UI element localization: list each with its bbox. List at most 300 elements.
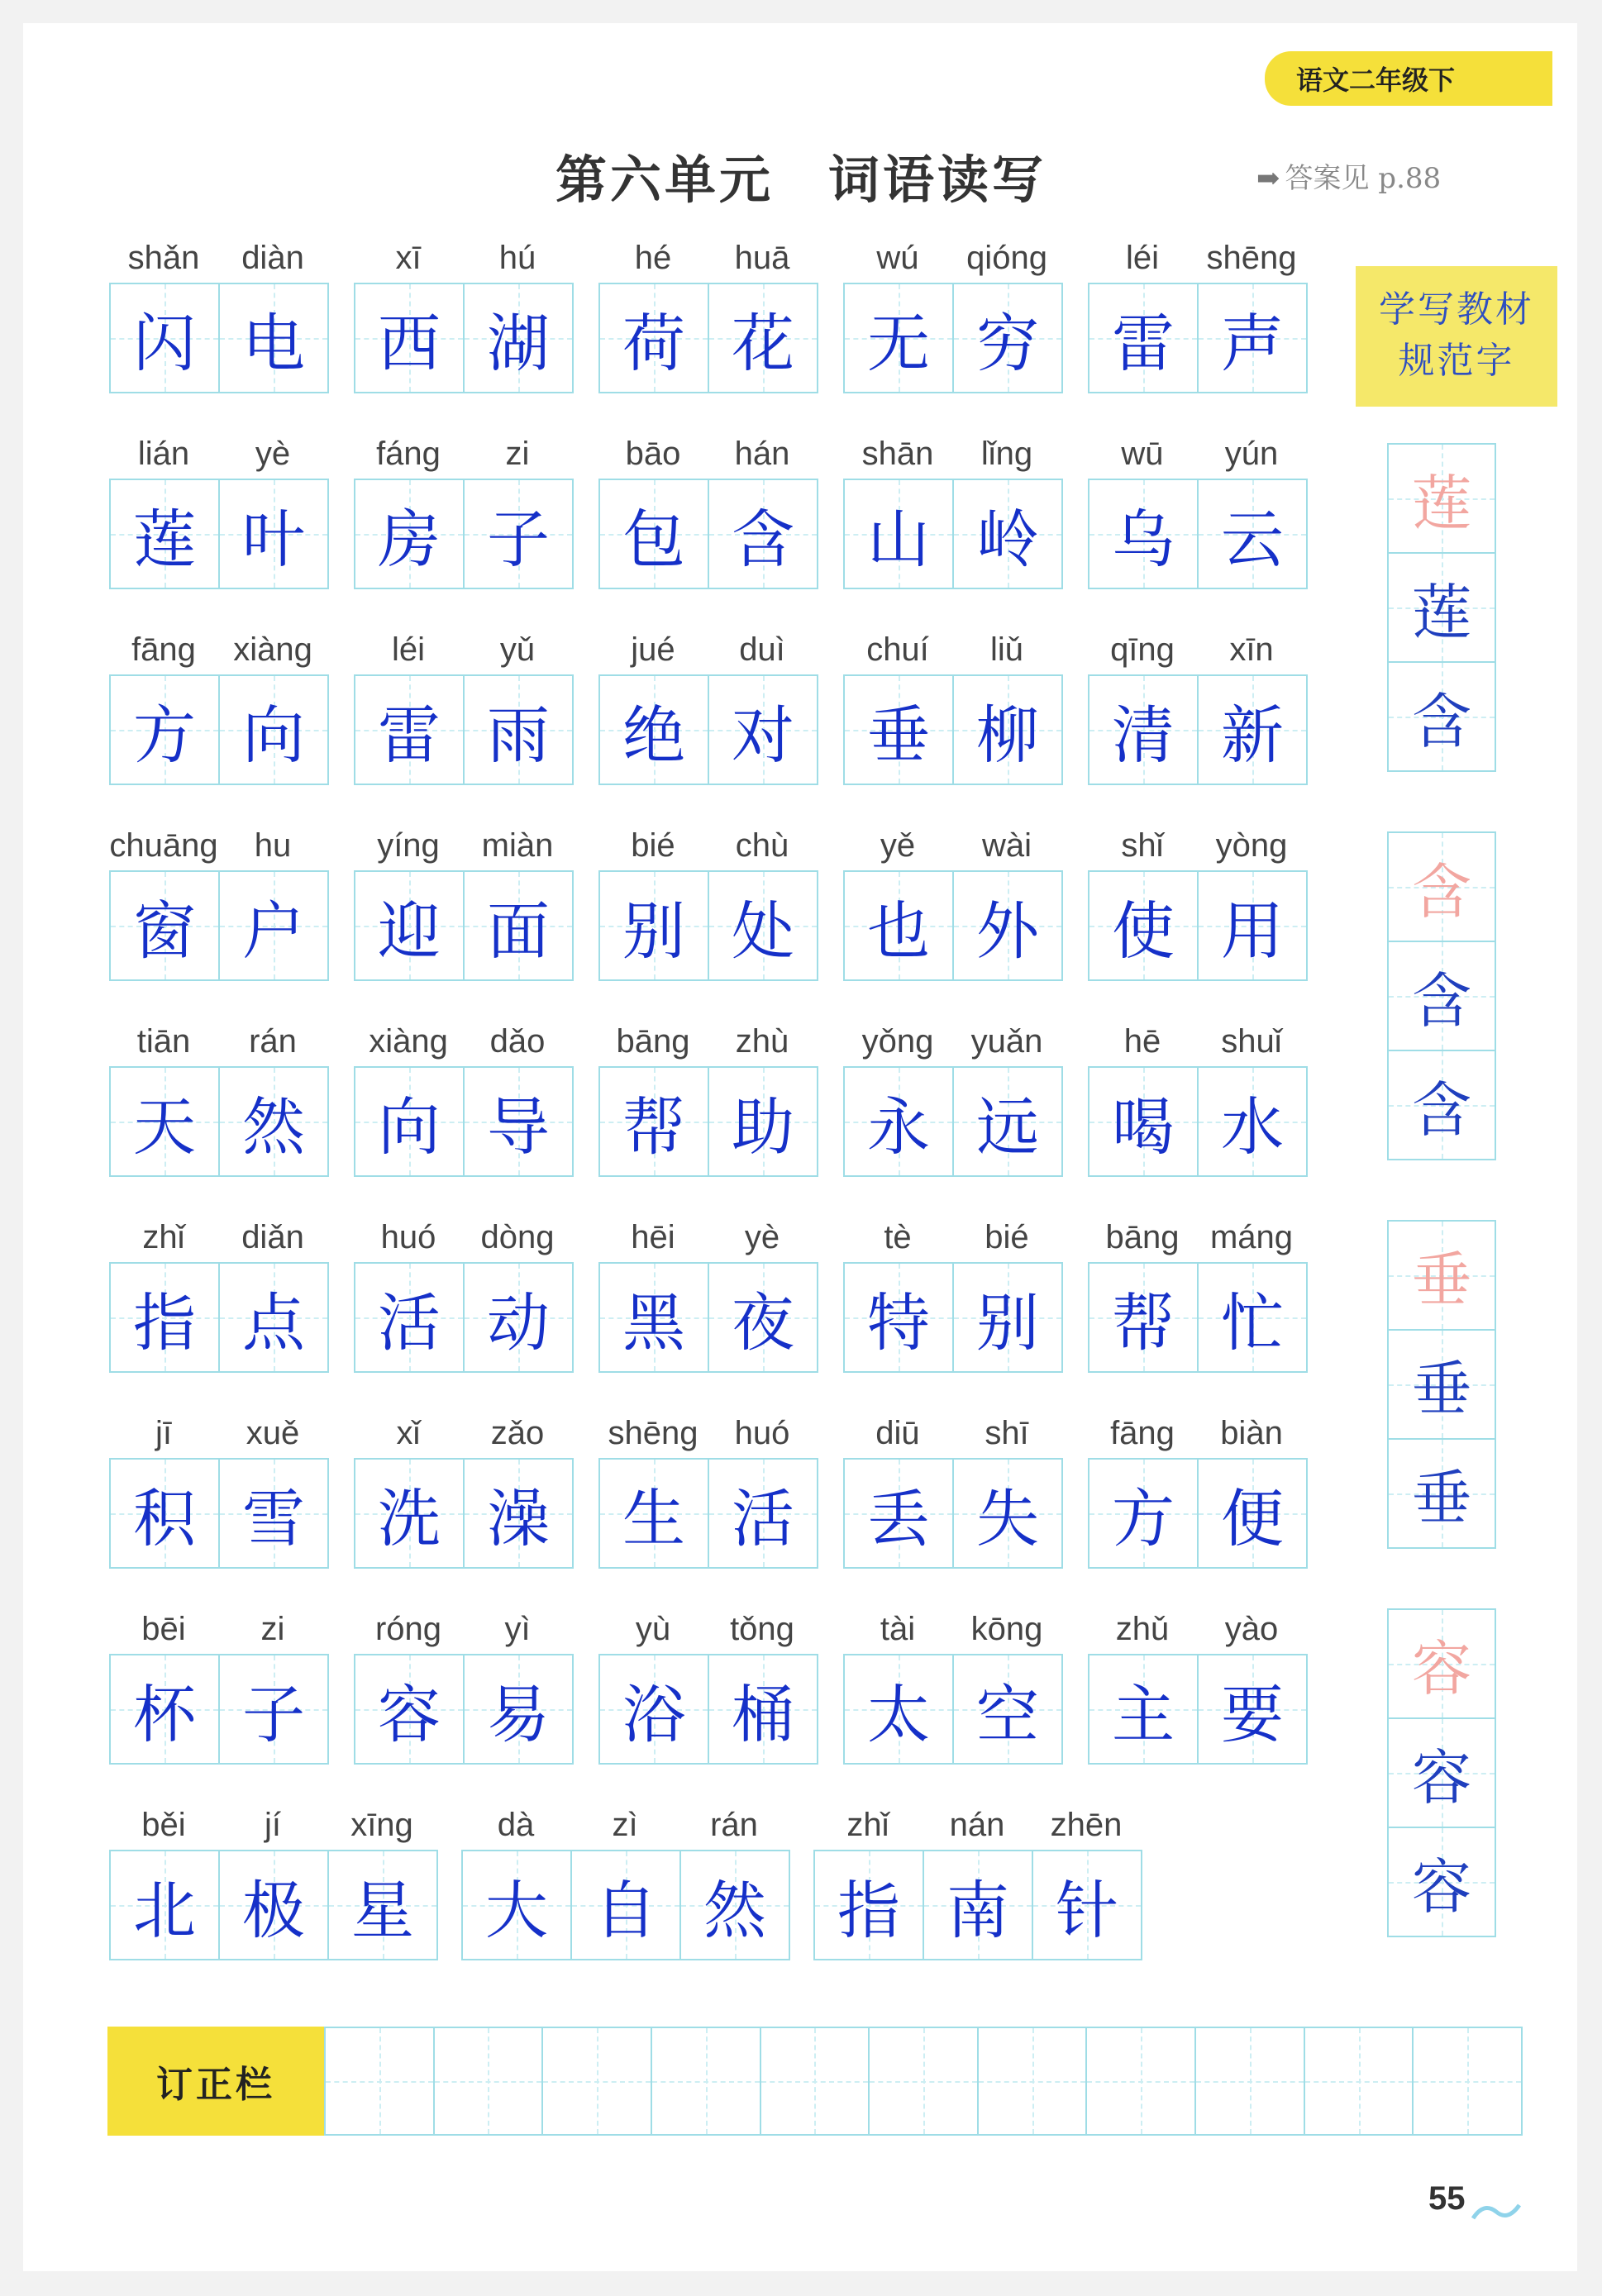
character-cell <box>708 1655 817 1763</box>
pinyin: xuě <box>246 1415 300 1451</box>
character-cell <box>463 1068 572 1175</box>
character-cell <box>355 1460 463 1567</box>
word-entry <box>354 429 574 589</box>
character: 荷 <box>622 306 685 380</box>
pinyin-row <box>843 821 1063 870</box>
pinyin-row <box>109 1408 329 1458</box>
pinyin: xiàng <box>233 631 312 668</box>
character-boxes <box>354 283 574 393</box>
wave-icon <box>1471 2198 1521 2223</box>
character-cell <box>708 480 817 588</box>
pinyin: tǒng <box>730 1611 794 1647</box>
sample-column <box>1387 831 1496 1160</box>
character: 喝 <box>1112 1089 1175 1164</box>
pinyin: zhēn <box>1050 1807 1123 1843</box>
standard-label-line-1: 学写教材 <box>1379 288 1534 331</box>
character-cell <box>708 1068 817 1175</box>
character-boxes <box>1088 1066 1308 1177</box>
practice-character: 含 <box>1411 687 1471 756</box>
practice-character-cell <box>1389 941 1495 1050</box>
character: 包 <box>622 502 685 576</box>
word-entry <box>1088 429 1308 589</box>
word-entry <box>109 233 329 393</box>
pinyin-row <box>354 821 574 870</box>
character: 子 <box>487 502 550 576</box>
model-character-cell <box>1389 833 1495 941</box>
pinyin: diǎn <box>241 1219 304 1255</box>
pinyin: yè <box>255 436 291 472</box>
pinyin-row <box>354 1408 574 1458</box>
correction-cell[interactable] <box>760 2028 869 2134</box>
pinyin: duì <box>739 631 785 668</box>
character: 澡 <box>487 1481 550 1555</box>
character-boxes <box>598 1458 818 1569</box>
pinyin: róng <box>374 1611 442 1647</box>
model-character: 含 <box>1411 857 1471 926</box>
character-boxes <box>461 1850 790 1960</box>
pinyin-row <box>354 1212 574 1262</box>
character-boxes <box>598 479 818 589</box>
pinyin-row <box>1088 625 1308 674</box>
practice-character-cell <box>1389 1717 1495 1827</box>
character: 浴 <box>622 1677 685 1751</box>
pinyin: yuǎn <box>970 1023 1043 1060</box>
character-cell <box>218 676 327 784</box>
correction-cell[interactable] <box>977 2028 1086 2134</box>
character-cell <box>600 1068 708 1175</box>
character-cell <box>218 1068 327 1175</box>
pinyin: qióng <box>966 240 1047 276</box>
correction-grid[interactable] <box>324 2027 1523 2136</box>
character-cell <box>463 872 572 979</box>
pinyin-row <box>843 429 1063 479</box>
character: 黑 <box>622 1285 685 1360</box>
pinyin: zi <box>260 1611 285 1647</box>
pinyin-row <box>109 1212 329 1262</box>
character-cell <box>1197 1264 1306 1371</box>
pinyin-row <box>843 1604 1063 1654</box>
word-entry <box>843 233 1063 393</box>
character: 西 <box>378 306 441 380</box>
pinyin-row <box>109 1604 329 1654</box>
character-cell <box>355 284 463 392</box>
character: 南 <box>946 1873 1009 1947</box>
character-cell <box>1089 872 1197 979</box>
pinyin: zi <box>505 436 530 472</box>
character-boxes <box>354 870 574 981</box>
pinyin: shī <box>985 1415 1029 1451</box>
pinyin: shǐ <box>1121 827 1164 864</box>
character-boxes <box>843 1262 1063 1373</box>
character-cell <box>1032 1851 1141 1959</box>
character-cell <box>845 480 952 588</box>
correction-cell[interactable] <box>1194 2028 1304 2134</box>
standard-characters-label <box>1356 266 1557 407</box>
character: 活 <box>732 1481 794 1555</box>
character: 帮 <box>1112 1285 1175 1360</box>
pinyin: jī <box>155 1415 172 1451</box>
correction-cell[interactable] <box>868 2028 977 2134</box>
character: 杯 <box>133 1677 196 1751</box>
correction-cell[interactable] <box>1085 2028 1194 2134</box>
character-boxes <box>843 674 1063 785</box>
word-entry <box>1088 821 1308 981</box>
pinyin: zhǐ <box>846 1807 889 1843</box>
correction-cell[interactable] <box>324 2028 433 2134</box>
character: 要 <box>1221 1677 1284 1751</box>
character: 别 <box>976 1285 1039 1360</box>
pinyin: xīn <box>1229 631 1274 668</box>
pinyin-row <box>109 1017 329 1066</box>
standard-label-line-2: 规范字 <box>1398 340 1515 382</box>
character: 向 <box>378 1089 441 1164</box>
character: 水 <box>1221 1089 1284 1164</box>
character-cell <box>1089 676 1197 784</box>
correction-cell[interactable] <box>1304 2028 1413 2134</box>
word-entry <box>843 1212 1063 1373</box>
character-cell <box>815 1851 923 1959</box>
character-cell <box>708 284 817 392</box>
character-cell <box>570 1851 679 1959</box>
character: 助 <box>732 1089 794 1164</box>
character-cell <box>600 1655 708 1763</box>
character-cell <box>355 676 463 784</box>
character-cell <box>600 284 708 392</box>
character-cell <box>463 1655 572 1763</box>
model-character: 莲 <box>1411 469 1471 538</box>
character: 对 <box>732 698 794 772</box>
word-entry <box>1088 1212 1308 1373</box>
character: 山 <box>867 502 930 576</box>
character: 积 <box>133 1481 196 1555</box>
character: 星 <box>351 1873 414 1947</box>
character-cell <box>952 1655 1061 1763</box>
pinyin: huā <box>734 240 790 276</box>
pinyin-row <box>598 625 818 674</box>
character-cell <box>708 1264 817 1371</box>
character: 向 <box>242 698 305 772</box>
pinyin: huó <box>380 1219 436 1255</box>
pinyin: fáng <box>376 436 441 472</box>
character: 花 <box>732 306 794 380</box>
character: 点 <box>242 1285 305 1360</box>
character: 永 <box>867 1089 930 1164</box>
word-entry <box>598 1408 818 1569</box>
character-boxes <box>843 1654 1063 1765</box>
sample-column <box>1387 443 1496 772</box>
character-boxes <box>843 1458 1063 1569</box>
pinyin: xīng <box>350 1807 413 1843</box>
word-entry <box>843 429 1063 589</box>
correction-cell[interactable] <box>651 2028 760 2134</box>
word-entry <box>109 1212 329 1373</box>
character-boxes <box>1088 674 1308 785</box>
pinyin: bāng <box>1105 1219 1180 1255</box>
character: 忙 <box>1221 1285 1284 1360</box>
character-boxes <box>354 1262 574 1373</box>
pinyin: bēi <box>141 1611 186 1647</box>
character-cell <box>1197 284 1306 392</box>
character: 户 <box>242 893 305 968</box>
word-entry <box>109 429 329 589</box>
word-entry <box>109 1604 329 1765</box>
pinyin-row <box>598 821 818 870</box>
correction-cell[interactable] <box>1412 2028 1521 2134</box>
pinyin: xiàng <box>369 1023 448 1060</box>
character: 丢 <box>867 1481 930 1555</box>
pinyin: hé <box>634 240 672 276</box>
pinyin: yǒng <box>861 1023 934 1060</box>
character-cell <box>845 284 952 392</box>
pinyin: zhǐ <box>142 1219 185 1255</box>
character-cell <box>952 1068 1061 1175</box>
character-cell <box>463 676 572 784</box>
character-cell <box>845 1460 952 1567</box>
character-cell <box>600 1264 708 1371</box>
pinyin: yíng <box>377 827 440 864</box>
character-boxes <box>109 1262 329 1373</box>
model-character: 容 <box>1411 1634 1471 1703</box>
character-boxes <box>109 1850 438 1960</box>
pinyin-row <box>598 1017 818 1066</box>
pinyin-row <box>109 821 329 870</box>
character-boxes <box>1088 1262 1308 1373</box>
word-entry <box>109 1017 329 1177</box>
character-boxes <box>109 479 329 589</box>
character: 便 <box>1221 1481 1284 1555</box>
character-cell <box>845 872 952 979</box>
word-entry <box>354 1017 574 1177</box>
character-boxes <box>1088 870 1308 981</box>
character-cell <box>952 284 1061 392</box>
page-title: 第六单元 词语读写 <box>555 150 1047 210</box>
character-cell <box>708 1460 817 1567</box>
pinyin-row <box>598 1408 818 1458</box>
character: 天 <box>133 1089 196 1164</box>
character: 方 <box>1112 1481 1175 1555</box>
pinyin: fāng <box>1110 1415 1175 1451</box>
word-entry <box>598 1212 818 1373</box>
character-cell <box>218 872 327 979</box>
character-cell <box>600 480 708 588</box>
character-cell <box>463 1851 570 1959</box>
character: 极 <box>242 1873 305 1947</box>
character-boxes <box>109 674 329 785</box>
character: 远 <box>976 1089 1039 1164</box>
model-character-cell <box>1389 1222 1495 1329</box>
character-boxes <box>843 1066 1063 1177</box>
character: 云 <box>1221 502 1284 576</box>
character: 清 <box>1112 698 1175 772</box>
pinyin: yě <box>880 827 916 864</box>
character: 声 <box>1221 306 1284 380</box>
character-boxes <box>109 1066 329 1177</box>
character: 迎 <box>378 893 441 968</box>
character-boxes <box>843 870 1063 981</box>
pinyin-row <box>354 1604 574 1654</box>
character-cell <box>111 872 218 979</box>
practice-character-cell <box>1389 661 1495 770</box>
pinyin: lǐng <box>980 436 1033 472</box>
character-cell <box>355 872 463 979</box>
word-entry <box>109 625 329 785</box>
practice-character-cell <box>1389 552 1495 661</box>
pinyin: tài <box>880 1611 916 1647</box>
character: 易 <box>487 1677 550 1751</box>
character: 动 <box>487 1285 550 1360</box>
correction-bar <box>107 2027 1523 2136</box>
pinyin-row <box>1088 1408 1308 1458</box>
character-cell <box>111 1460 218 1567</box>
character: 雨 <box>487 698 550 772</box>
character: 太 <box>867 1677 930 1751</box>
pinyin-row <box>109 233 329 283</box>
character: 夜 <box>732 1285 794 1360</box>
pinyin: lián <box>137 436 190 472</box>
pinyin-row <box>843 1408 1063 1458</box>
pinyin: dòng <box>480 1219 555 1255</box>
character-boxes <box>109 283 329 393</box>
answer-reference-text: 答案见 p.88 <box>1285 162 1442 195</box>
word-entry <box>461 1800 790 1960</box>
practice-character: 含 <box>1411 1075 1471 1145</box>
character: 帮 <box>622 1089 685 1164</box>
pinyin: dà <box>497 1807 535 1843</box>
pinyin-row <box>598 1212 818 1262</box>
pinyin: yì <box>504 1611 531 1647</box>
character-cell <box>218 1264 327 1371</box>
character-cell <box>463 1264 572 1371</box>
pinyin: fāng <box>131 631 196 668</box>
character-boxes <box>1088 283 1308 393</box>
pinyin-row <box>1088 1212 1308 1262</box>
character: 洗 <box>378 1481 441 1555</box>
pinyin-row <box>354 233 574 283</box>
character-cell <box>1197 480 1306 588</box>
pinyin: bāng <box>616 1023 690 1060</box>
character-cell <box>218 1655 327 1763</box>
character: 失 <box>976 1481 1039 1555</box>
pinyin: zhù <box>735 1023 789 1060</box>
pinyin: diàn <box>241 240 304 276</box>
word-entry <box>1088 1408 1308 1569</box>
character-cell <box>111 1264 218 1371</box>
practice-character-cell <box>1389 1329 1495 1438</box>
character: 子 <box>242 1677 305 1751</box>
character-cell <box>111 1851 218 1959</box>
pinyin: běi <box>141 1807 186 1843</box>
pinyin: zǎo <box>490 1415 545 1451</box>
character: 特 <box>867 1285 930 1360</box>
character: 垂 <box>867 698 930 772</box>
pinyin: yù <box>635 1611 671 1647</box>
pinyin: shuǐ <box>1221 1023 1282 1060</box>
character: 自 <box>594 1873 657 1947</box>
pinyin-row <box>461 1800 790 1850</box>
character-cell <box>1197 872 1306 979</box>
pinyin-row <box>1088 233 1308 283</box>
character-boxes <box>598 1654 818 1765</box>
practice-character: 垂 <box>1411 1464 1471 1533</box>
character: 闪 <box>133 306 196 380</box>
character-boxes <box>109 1458 329 1569</box>
character-boxes <box>354 1654 574 1765</box>
character-boxes <box>354 1066 574 1177</box>
character-cell <box>600 872 708 979</box>
character-cell <box>355 1068 463 1175</box>
character: 桶 <box>732 1677 794 1751</box>
pinyin-row <box>354 625 574 674</box>
character-cell <box>1089 1460 1197 1567</box>
character-boxes <box>598 674 818 785</box>
page-number: 55 <box>1428 2180 1466 2217</box>
pinyin: wū <box>1121 436 1164 472</box>
pinyin: xī <box>395 240 422 276</box>
pinyin: shān <box>861 436 934 472</box>
word-entry <box>354 1408 574 1569</box>
character: 电 <box>242 306 305 380</box>
sample-column <box>1387 1220 1496 1549</box>
practice-character: 莲 <box>1411 578 1471 647</box>
character-cell <box>218 1851 327 1959</box>
character-boxes <box>1088 1654 1308 1765</box>
practice-character: 含 <box>1411 966 1471 1036</box>
word-entry <box>354 625 574 785</box>
model-character-cell <box>1389 1610 1495 1717</box>
pinyin-row <box>1088 429 1308 479</box>
character: 含 <box>732 502 794 576</box>
pinyin-row <box>354 429 574 479</box>
pinyin: léi <box>391 631 426 668</box>
character-boxes <box>843 283 1063 393</box>
pinyin-row <box>598 233 818 283</box>
character-cell <box>600 1460 708 1567</box>
word-entry <box>109 1408 329 1569</box>
pinyin-row <box>1088 821 1308 870</box>
word-entry <box>354 1212 574 1373</box>
character-cell <box>952 1264 1061 1371</box>
correction-cell[interactable] <box>433 2028 542 2134</box>
pinyin: shēng <box>608 1415 698 1451</box>
pinyin: miàn <box>481 827 554 864</box>
word-entry <box>1088 625 1308 785</box>
character: 指 <box>837 1873 900 1947</box>
character: 雷 <box>378 698 441 772</box>
pinyin: yǔ <box>499 631 536 668</box>
character-cell <box>952 480 1061 588</box>
character: 导 <box>487 1089 550 1164</box>
correction-cell[interactable] <box>541 2028 651 2134</box>
grade-badge: 语文二年级下 <box>1265 51 1552 106</box>
character-cell <box>463 284 572 392</box>
character-cell <box>679 1851 789 1959</box>
word-entry <box>598 233 818 393</box>
pinyin: liǔ <box>989 631 1024 668</box>
pinyin-row <box>1088 1017 1308 1066</box>
practice-character: 垂 <box>1411 1355 1471 1424</box>
character-cell <box>218 1460 327 1567</box>
character: 柳 <box>976 698 1039 772</box>
character-cell <box>1197 1460 1306 1567</box>
character: 外 <box>976 893 1039 968</box>
pinyin: tè <box>884 1219 912 1255</box>
character-cell <box>708 676 817 784</box>
word-entry <box>354 821 574 981</box>
character-cell <box>952 1460 1061 1567</box>
pinyin: bié <box>985 1219 1029 1255</box>
character: 莲 <box>133 502 196 576</box>
pinyin: wú <box>876 240 919 276</box>
